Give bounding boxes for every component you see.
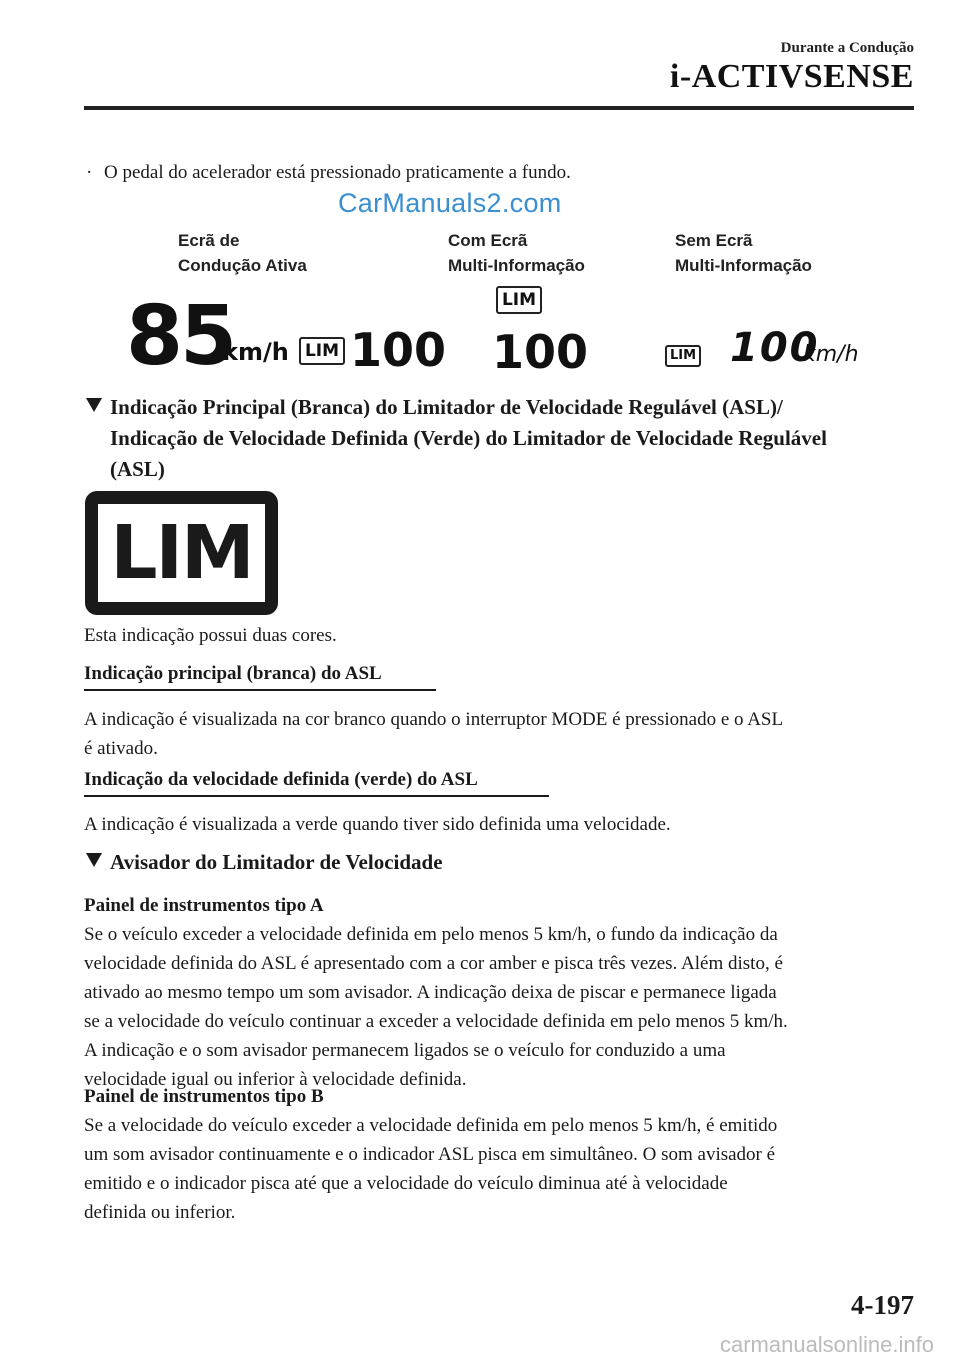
body-line: velocidade definida do ASL é apresentado com a cor amber e pisca três vezes. Além disto, é [84,953,783,974]
body-line: um som avisador continuamente e o indicador ASL pisca em simultâneo. O som avisador é [84,1144,776,1165]
section-heading-line: (ASL) [110,457,165,481]
lim-badge-icon: LIM [496,286,542,314]
section-heading-warning [86,848,443,876]
white-indication-heading: Indicação principal (branca) do ASL [84,663,382,684]
heading-underline [84,795,549,797]
col-label-line: Ecrã de [178,231,240,250]
type-a-block [84,891,916,1094]
lim-badge-icon: LIM [299,337,345,365]
heading-underline [84,689,436,691]
col-label-line: Multi-Informação [448,256,585,275]
bullet-mark: · [86,162,93,183]
lim-indicator-icon: LIM [85,491,278,615]
type-a-heading: Painel de instrumentos tipo A [84,895,324,916]
watermark-top: CarManuals2.com [338,188,562,218]
col-label-active-driving [178,228,307,278]
lim-badge-icon: LIM [665,345,701,367]
triangle-marker-icon [86,853,102,867]
section-heading-text: Avisador do Limitador de Velocidade [110,850,443,874]
col-label-with-mid [448,228,585,278]
two-colors-text: Esta indicação possui duas cores. [84,625,337,646]
body-line: emitido e o indicador pisca até que a velocidade do veículo diminua até à velocidade [84,1173,728,1194]
col-label-line: Multi-Informação [675,256,812,275]
header-rule [84,106,914,110]
active-speed-readout: 85 [126,289,235,384]
triangle-marker-icon [86,398,102,412]
col-label-without-mid [675,228,812,278]
green-indication-body: A indicação é visualizada a verde quando tiver sido definida uma velocidade. [84,814,671,835]
page-number: 4-197 [851,1290,914,1320]
set-speed-active: 100 [350,323,447,377]
body-line: é ativado. [84,738,158,759]
body-line: definida ou inferior. [84,1202,236,1223]
body-line: Se o veículo exceder a velocidade definida em pelo menos 5 km/h, o fundo da indicação da [84,924,778,945]
section-heading-line: Indicação de Velocidade Definida (Verde) do Limitador de Velocidade Regulável [110,426,827,450]
col-label-line: Sem Ecrã [675,231,753,250]
footer-watermark: carmanualsonline.info [719,1332,934,1357]
body-line: Se a velocidade do veículo exceder a velocidade definida em pelo menos 5 km/h, é emitido [84,1115,778,1136]
white-indication-body [84,705,916,763]
type-b-block [84,1082,916,1227]
active-speed-unit: km/h [222,338,289,366]
col-label-line: Com Ecrã [448,231,528,250]
body-line: velocidade igual ou inferior à velocidade definida. [84,1069,467,1090]
segment-speed: 100 [730,325,820,371]
body-line: se a velocidade do veículo continuar a exceder a velocidade definida em pelo menos 5 km/h. [84,1011,788,1032]
intro-bullet [86,162,571,184]
body-line: A indicação é visualizada na cor branco quando o interruptor MODE é pressionado e o ASL [84,709,784,730]
body-line: A indicação e o som avisador permanecem ligados se o veículo for conduzido a uma [84,1040,726,1061]
section-heading-asl [86,393,916,483]
green-indication-heading: Indicação da velocidade definida (verde) do ASL [84,769,478,790]
col-label-line: Condução Ativa [178,256,307,275]
intro-bullet-text: O pedal do acelerador está pressionado praticamente a fundo. [104,162,571,183]
chapter-title: i-ACTIVSENSE [669,58,914,95]
set-speed-mid: 100 [492,325,589,379]
type-b-heading: Painel de instrumentos tipo B [84,1086,324,1107]
section-heading-line: Indicação Principal (Branca) do Limitador de Velocidade Regulável (ASL)/ [110,395,783,419]
section-subtitle: Durante a Condução [780,40,914,56]
segment-speed-unit: km/h [803,342,859,367]
body-line: ativado ao mesmo tempo um som avisador. A indicação deixa de piscar e permanece ligada [84,982,777,1003]
